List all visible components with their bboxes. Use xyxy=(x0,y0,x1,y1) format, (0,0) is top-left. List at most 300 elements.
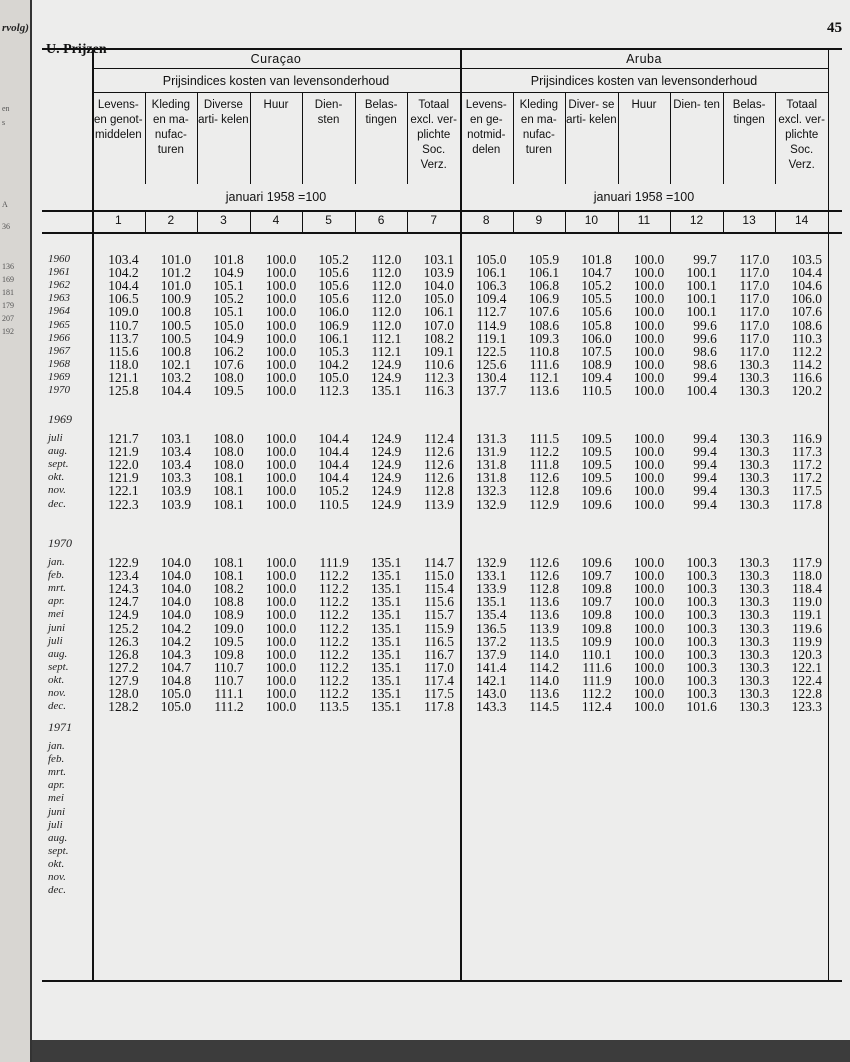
row-label: 1968 xyxy=(48,357,70,370)
table-top-rule xyxy=(42,48,842,50)
row-label: jan. xyxy=(48,556,65,568)
column-number-divider xyxy=(723,210,724,232)
table-right-edge xyxy=(828,48,829,980)
table-cell: 100.0 xyxy=(265,646,297,662)
table-cell: 115.9 xyxy=(424,620,454,636)
table-cell: 120.2 xyxy=(791,383,822,398)
table-cell: 104.9 xyxy=(213,330,244,346)
table-cell: 127.9 xyxy=(108,672,139,688)
column-header: Belas- tingen xyxy=(364,99,398,126)
table-cell: 100.3 xyxy=(686,581,717,597)
table-cell: 100.0 xyxy=(633,496,665,512)
table-cell: 112.2 xyxy=(318,594,349,610)
table-cell: 124.9 xyxy=(371,356,402,372)
row-label: sept. xyxy=(48,660,69,673)
table-cell: 114.7 xyxy=(424,555,454,570)
table-cell: 130.3 xyxy=(739,356,770,372)
base-label-aruba: januari 1958 =100 xyxy=(593,190,695,204)
table-cell: 100.0 xyxy=(265,594,297,610)
table-cell: 113.5 xyxy=(529,633,560,649)
table-cell: 100.0 xyxy=(265,265,297,281)
country-separator xyxy=(460,48,462,980)
table-cell: 133.1 xyxy=(476,568,507,584)
table-cell: 101.0 xyxy=(160,278,192,294)
column-header: Totaal excl. ver- plichte Soc. Verz. xyxy=(410,99,458,171)
table-cell: 130.3 xyxy=(739,672,770,688)
table-cell: 103.3 xyxy=(160,470,192,486)
table-cell: 105.9 xyxy=(528,252,560,267)
table-cell: 104.9 xyxy=(213,265,244,281)
table-cell: 110.7 xyxy=(108,317,139,333)
table-cell: 111.2 xyxy=(214,699,244,715)
table-cell: 109.7 xyxy=(581,568,612,584)
row-label: okt. xyxy=(48,857,65,870)
table-cell: 108.1 xyxy=(213,568,244,584)
table-cell: 119.9 xyxy=(792,633,822,649)
table-cell: 106.5 xyxy=(108,291,139,307)
table-cell: 108.2 xyxy=(213,581,244,597)
table-cell: 100.3 xyxy=(686,555,717,570)
table-cell: 100.0 xyxy=(265,607,297,623)
table-cell: 100.0 xyxy=(265,633,297,649)
table-cell: 102.1 xyxy=(160,356,192,372)
table-cell: 127.2 xyxy=(108,659,139,675)
row-label: nov. xyxy=(48,687,66,699)
table-cell: 100.1 xyxy=(686,265,717,281)
row-label: 1966 xyxy=(48,331,70,344)
table-cell: 117.0 xyxy=(739,291,770,307)
table-cell: 103.9 xyxy=(160,483,192,499)
table-cell: 100.0 xyxy=(633,699,665,715)
table-cell: 104.6 xyxy=(791,278,822,294)
table-cell: 103.4 xyxy=(108,252,139,267)
table-cell: 117.3 xyxy=(792,444,822,460)
table-cell: 135.1 xyxy=(476,594,507,610)
table-cell: 104.2 xyxy=(160,620,192,636)
previous-page-spine xyxy=(0,0,32,1062)
page-shadow xyxy=(32,1040,850,1062)
table-cell: 136.5 xyxy=(476,620,507,636)
table-cell: 103.1 xyxy=(423,252,454,267)
table-cell: 104.4 xyxy=(318,444,349,460)
table-cell: 125.6 xyxy=(476,356,507,372)
table-cell: 125.8 xyxy=(108,383,139,398)
table-cell: 112.0 xyxy=(371,291,402,307)
row-label: dec. xyxy=(48,497,67,510)
table-cell: 100.5 xyxy=(160,317,192,333)
table-cell: 106.1 xyxy=(476,265,507,281)
table-cell: 116.9 xyxy=(792,431,822,446)
table-cell: 100.0 xyxy=(633,620,665,636)
table-cell: 101.8 xyxy=(581,252,612,267)
table-cell: 100.0 xyxy=(265,252,297,267)
table-cell: 100.3 xyxy=(686,686,717,701)
table-cell: 100.0 xyxy=(633,659,665,675)
column-header: Belas- tingen xyxy=(732,99,766,126)
spine-fragment: s xyxy=(2,118,6,127)
table-cell: 104.0 xyxy=(160,568,192,584)
row-label: 1962 xyxy=(48,279,70,292)
table-cell: 123.3 xyxy=(791,699,822,715)
table-cell: 105.2 xyxy=(581,278,612,294)
table-cell: 106.8 xyxy=(528,278,560,294)
table-cell: 119.6 xyxy=(792,620,822,636)
table-cell: 117.4 xyxy=(424,672,454,688)
spine-fragment: 36 xyxy=(2,222,10,231)
table-cell: 113.9 xyxy=(424,496,454,512)
table-cell: 135.1 xyxy=(371,633,402,649)
table-cell: 135.1 xyxy=(371,620,402,636)
table-cell: 131.8 xyxy=(476,470,507,486)
table-cell: 117.0 xyxy=(739,317,770,333)
column-divider xyxy=(775,92,776,184)
row-label: 1970 xyxy=(48,384,70,396)
table-cell: 104.2 xyxy=(318,356,349,372)
table-cell: 112.0 xyxy=(371,317,402,333)
table-cell: 100.0 xyxy=(265,291,297,307)
column-number: 13 xyxy=(742,213,756,227)
table-cell: 117.0 xyxy=(739,330,770,346)
table-cell: 112.1 xyxy=(371,330,402,346)
table-cell: 100.0 xyxy=(265,304,297,320)
table-cell: 107.6 xyxy=(791,304,822,320)
table-cell: 117.0 xyxy=(739,304,770,320)
table-cell: 111.8 xyxy=(529,457,560,473)
row-label: 1969 xyxy=(48,370,70,383)
table-cell: 100.0 xyxy=(633,607,665,623)
table-cell: 121.9 xyxy=(108,444,139,460)
table-cell: 100.3 xyxy=(686,607,717,623)
table-cell: 100.0 xyxy=(633,252,665,267)
table-cell: 101.6 xyxy=(686,699,717,715)
table-cell: 100.0 xyxy=(633,581,665,597)
table-cell: 124.9 xyxy=(371,496,402,512)
spine-fragment: A xyxy=(2,200,8,209)
table-cell: 100.0 xyxy=(633,568,665,584)
table-cell: 100.9 xyxy=(160,291,192,307)
table-cell: 114.5 xyxy=(529,699,560,715)
table-cell: 126.8 xyxy=(108,646,139,662)
table-cell: 100.0 xyxy=(265,369,297,385)
row-label: mrt. xyxy=(48,582,67,595)
table-cell: 115.4 xyxy=(424,581,454,597)
column-number-divider xyxy=(407,210,408,232)
table-cell: 100.0 xyxy=(633,369,665,385)
table-cell: 100.0 xyxy=(265,383,297,398)
table-cell: 109.8 xyxy=(213,646,244,662)
table-cell: 122.1 xyxy=(791,659,822,675)
table-cell: 100.0 xyxy=(633,646,665,662)
table-cell: 108.2 xyxy=(423,330,454,346)
table-cell: 105.2 xyxy=(318,252,349,267)
table-cell: 112.0 xyxy=(371,304,402,320)
row-label: nov. xyxy=(48,484,66,497)
table-cell: 130.3 xyxy=(739,555,770,570)
table-cell: 106.9 xyxy=(528,291,560,307)
table-cell: 122.0 xyxy=(108,457,139,473)
table-cell: 105.0 xyxy=(160,699,192,715)
table-cell: 122.5 xyxy=(476,343,507,359)
table-cell: 110.1 xyxy=(581,646,612,662)
table-cell: 98.6 xyxy=(693,356,717,372)
table-cell: 130.3 xyxy=(739,620,770,636)
table-cell: 117.8 xyxy=(792,496,822,512)
table-cell: 113.6 xyxy=(529,383,560,398)
table-cell: 106.1 xyxy=(423,304,454,320)
table-cell: 105.0 xyxy=(423,291,454,307)
table-cell: 106.0 xyxy=(318,304,349,320)
table-cell: 111.6 xyxy=(582,659,612,675)
table-cell: 99.4 xyxy=(693,483,717,499)
table-cell: 126.3 xyxy=(108,633,139,649)
table-cell: 128.2 xyxy=(108,699,139,715)
column-header: Huur xyxy=(631,99,657,111)
table-cell: 112.2 xyxy=(318,686,349,701)
table-cell: 103.2 xyxy=(160,369,192,385)
table-cell: 104.4 xyxy=(318,457,349,473)
table-cell: 111.9 xyxy=(319,555,349,570)
row-label: jan. xyxy=(48,740,65,752)
column-header: Dien- sten xyxy=(314,99,343,126)
column-number-divider xyxy=(775,210,776,232)
table-cell: 109.5 xyxy=(213,383,244,398)
table-cell: 100.3 xyxy=(686,594,717,610)
table-cell: 108.6 xyxy=(528,317,560,333)
table-cell: 110.8 xyxy=(529,343,560,359)
table-cell: 103.5 xyxy=(791,252,822,267)
table-cell: 130.3 xyxy=(739,594,770,610)
table-cell: 112.2 xyxy=(318,633,349,649)
row-label: 1961 xyxy=(48,266,70,279)
table-cell: 103.9 xyxy=(423,265,454,281)
table-cell: 111.6 xyxy=(529,356,560,372)
row-label: mei xyxy=(48,792,64,805)
table-cell: 135.1 xyxy=(371,699,402,715)
table-cell: 100.0 xyxy=(633,278,665,294)
table-cell: 135.1 xyxy=(371,568,402,584)
table-cell: 112.4 xyxy=(581,699,612,715)
row-label: 1964 xyxy=(48,305,70,318)
table-cell: 109.4 xyxy=(581,369,612,385)
table-cell: 122.8 xyxy=(791,686,822,701)
table-cell: 116.5 xyxy=(424,633,454,649)
table-cell: 100.0 xyxy=(265,672,297,688)
table-cell: 122.1 xyxy=(108,483,139,499)
base-label-curacao: januari 1958 =100 xyxy=(225,190,327,204)
table-cell: 113.6 xyxy=(529,686,560,701)
table-cell: 109.1 xyxy=(423,343,454,359)
table-cell: 99.6 xyxy=(693,330,717,346)
table-cell: 112.6 xyxy=(424,470,454,486)
table-cell: 112.2 xyxy=(318,620,349,636)
table-cell: 108.1 xyxy=(213,555,244,570)
table-cell: 100.0 xyxy=(265,444,297,460)
table-cell: 104.4 xyxy=(108,278,139,294)
table-cell: 100.8 xyxy=(160,343,192,359)
spine-fragment: 192 xyxy=(2,327,14,336)
table-cell: 104.0 xyxy=(160,555,192,570)
table-cell: 130.3 xyxy=(739,659,770,675)
row-label: apr. xyxy=(48,779,65,792)
table-cell: 104.7 xyxy=(160,659,192,675)
table-cell: 118.4 xyxy=(792,581,822,597)
table-cell: 137.7 xyxy=(476,383,507,398)
table-cell: 100.0 xyxy=(633,383,665,398)
table-cell: 117.8 xyxy=(424,699,454,715)
row-label: juni xyxy=(48,621,66,634)
table-cell: 105.6 xyxy=(318,291,349,307)
table-cell: 116.3 xyxy=(424,383,454,398)
table-cell: 110.6 xyxy=(424,356,454,372)
table-cell: 100.0 xyxy=(633,330,665,346)
table-cell: 112.4 xyxy=(424,431,454,446)
column-divider xyxy=(618,92,619,184)
table-cell: 124.7 xyxy=(108,594,139,610)
table-cell: 99.7 xyxy=(693,252,717,267)
table-cell: 132.3 xyxy=(476,483,507,499)
column-divider xyxy=(145,92,146,184)
table-cell: 132.9 xyxy=(476,496,507,512)
table-cell: 121.7 xyxy=(108,431,139,446)
table-cell: 103.4 xyxy=(160,444,192,460)
spine-fragment: rvolg) xyxy=(2,22,29,34)
table-cell: 113.5 xyxy=(318,699,349,715)
table-cell: 115.0 xyxy=(424,568,454,584)
table-cell: 131.3 xyxy=(476,431,507,446)
table-cell: 110.5 xyxy=(581,383,612,398)
table-cell: 112.2 xyxy=(318,581,349,597)
table-cell: 100.0 xyxy=(633,555,665,570)
table-cell: 116.7 xyxy=(424,646,454,662)
column-number: 8 xyxy=(482,213,490,227)
column-number: 5 xyxy=(325,213,332,227)
table-cell: 100.4 xyxy=(686,383,717,398)
table-cell: 106.9 xyxy=(318,317,349,333)
table-cell: 119.1 xyxy=(476,330,507,346)
table-cell: 105.3 xyxy=(318,343,349,359)
table-cell: 115.6 xyxy=(424,594,454,610)
table-cell: 112.0 xyxy=(371,265,402,281)
table-cell: 108.6 xyxy=(791,317,822,333)
table-cell: 130.3 xyxy=(739,470,770,486)
table-cell: 117.5 xyxy=(792,483,822,499)
table-cell: 100.0 xyxy=(265,581,297,597)
table-cell: 131.8 xyxy=(476,457,507,473)
column-number-bottom-rule xyxy=(42,232,842,234)
document-page xyxy=(32,0,850,1040)
table-cell: 100.3 xyxy=(686,646,717,662)
table-cell: 113.6 xyxy=(529,594,560,610)
table-cell: 100.0 xyxy=(633,317,665,333)
table-cell: 107.0 xyxy=(423,317,454,333)
table-cell: 112.2 xyxy=(318,568,349,584)
table-cell: 143.0 xyxy=(476,686,507,701)
table-cell: 112.2 xyxy=(529,444,560,460)
table-cell: 100.0 xyxy=(633,672,665,688)
table-cell: 99.6 xyxy=(693,317,717,333)
table-cell: 99.4 xyxy=(693,431,717,446)
column-header: Levens- en ge- notmid- delen xyxy=(465,99,507,156)
table-cell: 130.3 xyxy=(739,686,770,701)
table-cell: 117.0 xyxy=(739,252,770,267)
table-cell: 142.1 xyxy=(476,672,507,688)
row-label: sept. xyxy=(48,458,69,471)
row-label: okt. xyxy=(48,471,65,484)
table-cell: 109.3 xyxy=(528,330,560,346)
table-cell: 130.3 xyxy=(739,607,770,623)
table-cell: 100.0 xyxy=(633,483,665,499)
table-cell: 109.5 xyxy=(581,444,612,460)
table-cell: 112.6 xyxy=(529,568,560,584)
table-cell: 99.4 xyxy=(693,444,717,460)
table-cell: 99.4 xyxy=(693,470,717,486)
table-cell: 135.1 xyxy=(371,383,402,398)
column-number-divider xyxy=(618,210,619,232)
table-cell: 109.9 xyxy=(581,633,612,649)
table-cell: 108.0 xyxy=(213,457,244,473)
table-cell: 111.1 xyxy=(214,686,244,701)
table-cell: 104.0 xyxy=(160,594,192,610)
table-cell: 130.3 xyxy=(739,646,770,662)
table-cell: 105.2 xyxy=(318,483,349,499)
table-cell: 108.9 xyxy=(213,607,244,623)
table-cell: 106.3 xyxy=(476,278,507,294)
table-cell: 108.1 xyxy=(213,483,244,499)
table-cell: 100.3 xyxy=(686,659,717,675)
table-cell: 128.0 xyxy=(108,686,139,701)
table-cell: 100.1 xyxy=(686,278,717,294)
row-label: aug. xyxy=(48,445,68,458)
table-cell: 104.2 xyxy=(108,265,139,281)
table-cell: 112.6 xyxy=(424,457,454,473)
row-label: 1960 xyxy=(48,253,70,265)
column-header: Huur xyxy=(263,99,289,111)
column-number-divider xyxy=(565,210,566,232)
table-cell: 109.6 xyxy=(581,483,612,499)
table-cell: 141.4 xyxy=(476,659,507,675)
table-cell: 112.9 xyxy=(529,496,560,512)
column-divider xyxy=(250,92,251,184)
table-cell: 110.7 xyxy=(213,659,244,675)
year-heading: 1970 xyxy=(48,536,72,550)
table-cell: 116.6 xyxy=(792,369,822,385)
table-cell: 105.1 xyxy=(213,278,244,294)
table-cell: 100.0 xyxy=(265,699,297,715)
table-cell: 112.0 xyxy=(371,278,402,294)
spine-fragment: en xyxy=(2,104,10,113)
table-cell: 112.1 xyxy=(371,343,402,359)
table-cell: 130.3 xyxy=(739,496,770,512)
table-cell: 117.2 xyxy=(792,470,822,486)
table-cell: 135.1 xyxy=(371,594,402,610)
table-cell: 105.1 xyxy=(213,304,244,320)
column-number: 4 xyxy=(272,213,280,227)
row-label: juli xyxy=(48,432,63,444)
table-cell: 110.5 xyxy=(318,496,349,512)
table-cell: 130.3 xyxy=(739,483,770,499)
table-cell: 131.9 xyxy=(476,444,507,460)
column-number: 2 xyxy=(167,213,175,227)
table-cell: 108.0 xyxy=(213,444,244,460)
table-cell: 107.6 xyxy=(528,304,560,320)
table-cell: 109.6 xyxy=(581,555,612,570)
table-cell: 100.0 xyxy=(633,304,665,320)
table-cell: 100.0 xyxy=(633,431,665,446)
table-cell: 103.4 xyxy=(160,457,192,473)
table-cell: 109.8 xyxy=(581,607,612,623)
column-number: 11 xyxy=(637,213,651,227)
table-cell: 117.0 xyxy=(739,278,770,294)
